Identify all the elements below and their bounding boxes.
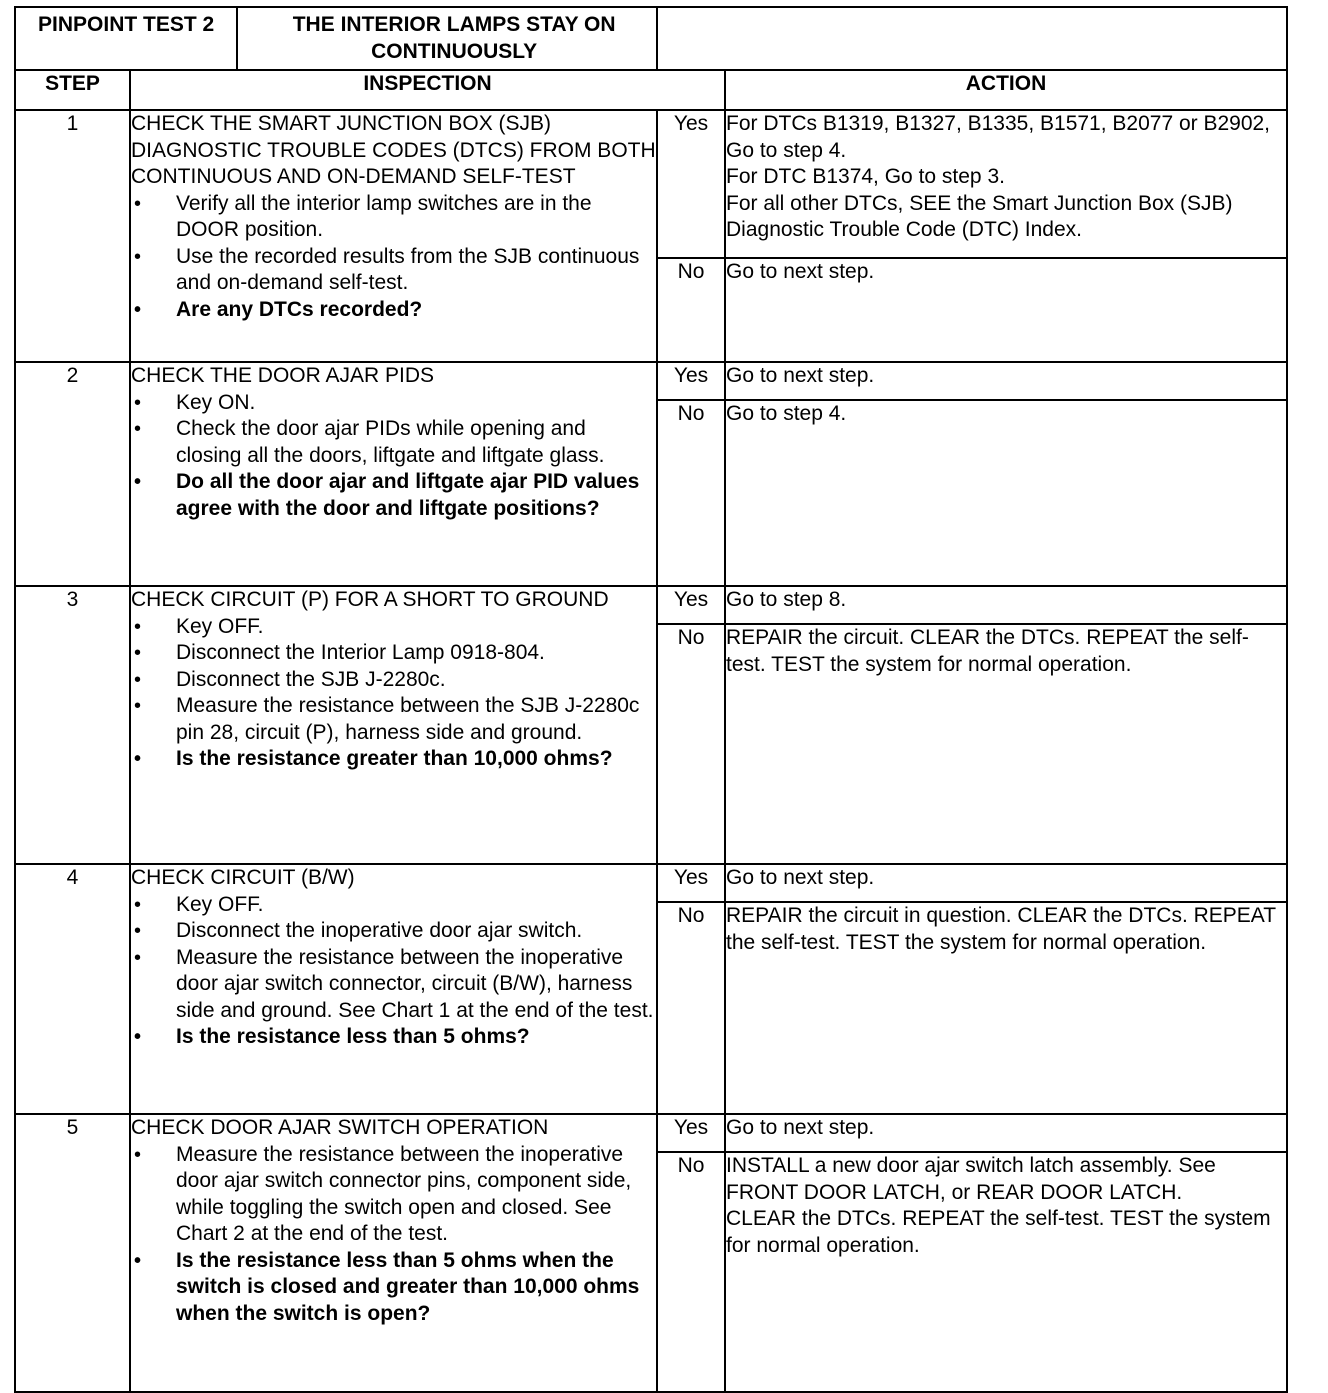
- inspection-bullets: [131, 390, 656, 523]
- step-row: [15, 362, 1287, 400]
- no-action: [725, 400, 1287, 586]
- pinpoint-test-table: [14, 6, 1288, 1393]
- inspection-bullets: [131, 1142, 656, 1328]
- col-header-inspection: INSPECTION: [130, 70, 725, 110]
- inspection-bullet: • Measure the resistance between the inoperative door ajar switch connector pins, component side, while toggling the switch open and closed. See Chart 2 at the end of the test.: [131, 1142, 656, 1248]
- yes-label: Yes: [657, 1114, 725, 1152]
- column-header-row: [15, 70, 1287, 110]
- title-row-filler: [657, 7, 1287, 70]
- inspection-bullet: • Key ON.: [131, 390, 656, 417]
- action-line: REPAIR the circuit in question. CLEAR the DTCs. REPEAT the self-test. TEST the system for normal operation.: [726, 904, 1276, 954]
- inspection-bullet: • Check the door ajar PIDs while opening and closing all the doors, liftgate and liftgate glass.: [131, 416, 656, 469]
- test-label: [15, 7, 657, 70]
- step-number: 3: [15, 586, 130, 864]
- inspection-bullet: • Key OFF.: [131, 892, 656, 919]
- yes-action: [725, 864, 1287, 902]
- test-title: THE INTERIOR LAMPS STAY ON CONTINUOUSLY: [292, 13, 616, 63]
- action-line: Go to next step.: [726, 866, 875, 889]
- no-label: No: [657, 258, 725, 362]
- inspection-title: CHECK CIRCUIT (B/W): [131, 866, 355, 889]
- no-label: No: [657, 624, 725, 864]
- inspection-cell: [130, 586, 657, 864]
- step-row: [15, 864, 1287, 902]
- inspection-title: CHECK THE SMART JUNCTION BOX (SJB) DIAGNOSTIC TROUBLE CODES (DTCS) FROM BOTH CONTINUOUS AND ON-DEMAND SELF-TEST: [131, 112, 656, 188]
- action-line: INSTALL a new door ajar switch latch assembly. See FRONT DOOR LATCH, or REAR DOOR LATCH.: [726, 1154, 1216, 1204]
- inspection-bullet: • Disconnect the Interior Lamp 0918-804.: [131, 640, 656, 667]
- step-row: [15, 586, 1287, 624]
- no-label: No: [657, 902, 725, 1114]
- step-number: 2: [15, 362, 130, 586]
- inspection-question: • Is the resistance greater than 10,000 ohms?: [131, 746, 656, 773]
- yes-label: Yes: [657, 110, 725, 258]
- inspection-cell: [130, 110, 657, 362]
- inspection-title: CHECK THE DOOR AJAR PIDS: [131, 364, 435, 387]
- inspection-bullets: [131, 892, 656, 1051]
- yes-label: Yes: [657, 864, 725, 902]
- inspection-question: • Is the resistance less than 5 ohms when the switch is closed and greater than 10,000 ohms when the switch is open?: [131, 1248, 656, 1328]
- inspection-bullet: • Disconnect the SJB J-2280c.: [131, 667, 656, 694]
- inspection-bullet: • Measure the resistance between the SJB J-2280c pin 28, circuit (P), harness side and ground.: [131, 693, 656, 746]
- no-action: [725, 902, 1287, 1114]
- inspection-question: • Are any DTCs recorded?: [131, 297, 656, 324]
- action-line: Go to next step.: [726, 260, 875, 283]
- no-action: [725, 258, 1287, 362]
- action-line: Go to next step.: [726, 1116, 875, 1139]
- inspection-cell: [130, 1114, 657, 1392]
- inspection-cell: [130, 362, 657, 586]
- inspection-bullet: • Use the recorded results from the SJB continuous and on-demand self-test.: [131, 244, 656, 297]
- action-line: Go to step 4.: [726, 402, 847, 425]
- inspection-bullets: [131, 614, 656, 773]
- yes-action: [725, 362, 1287, 400]
- table-title-row: [15, 7, 1287, 70]
- no-label: No: [657, 1152, 725, 1392]
- action-line: Go to step 8.: [726, 588, 847, 611]
- test-label-text: PINPOINT TEST 2: [16, 8, 238, 69]
- action-line: For DTCs B1319, B1327, B1335, B1571, B2077 or B2902, Go to step 4.: [726, 112, 1271, 162]
- yes-label: Yes: [657, 586, 725, 624]
- inspection-title: CHECK CIRCUIT (P) FOR A SHORT TO GROUND: [131, 588, 609, 611]
- action-line: For all other DTCs, SEE the Smart Junction Box (SJB) Diagnostic Trouble Code (DTC) Index.: [726, 191, 1233, 241]
- inspection-title: CHECK DOOR AJAR SWITCH OPERATION: [131, 1116, 549, 1139]
- no-action: [725, 1152, 1287, 1392]
- inspection-bullet: • Key OFF.: [131, 614, 656, 641]
- step-number: 5: [15, 1114, 130, 1392]
- inspection-cell: [130, 864, 657, 1114]
- yes-action: [725, 110, 1287, 258]
- inspection-bullet: • Disconnect the inoperative door ajar switch.: [131, 918, 656, 945]
- no-action: [725, 624, 1287, 864]
- no-label: No: [657, 400, 725, 586]
- action-line: REPAIR the circuit. CLEAR the DTCs. REPEAT the self-test. TEST the system for normal operation.: [726, 626, 1249, 676]
- inspection-bullets: [131, 191, 656, 324]
- col-header-step: STEP: [15, 70, 130, 110]
- yes-label: Yes: [657, 362, 725, 400]
- step-number: 4: [15, 864, 130, 1114]
- inspection-bullet: • Verify all the interior lamp switches are in the DOOR position.: [131, 191, 656, 244]
- inspection-bullet: • Measure the resistance between the inoperative door ajar switch connector, circuit (B/W), harness side and ground. See Chart 1 at the end of the test.: [131, 945, 656, 1025]
- action-line: Go to next step.: [726, 364, 875, 387]
- action-line: For DTC B1374, Go to step 3.: [726, 165, 1005, 188]
- step-row: [15, 1114, 1287, 1152]
- yes-action: [725, 1114, 1287, 1152]
- yes-action: [725, 586, 1287, 624]
- col-header-action: ACTION: [725, 70, 1287, 110]
- step-row: [15, 110, 1287, 258]
- inspection-question: • Is the resistance less than 5 ohms?: [131, 1024, 656, 1051]
- inspection-question: • Do all the door ajar and liftgate ajar PID values agree with the door and liftgate positions?: [131, 469, 656, 522]
- step-number: 1: [15, 110, 130, 362]
- action-line: CLEAR the DTCs. REPEAT the self-test. TEST the system for normal operation.: [726, 1207, 1271, 1257]
